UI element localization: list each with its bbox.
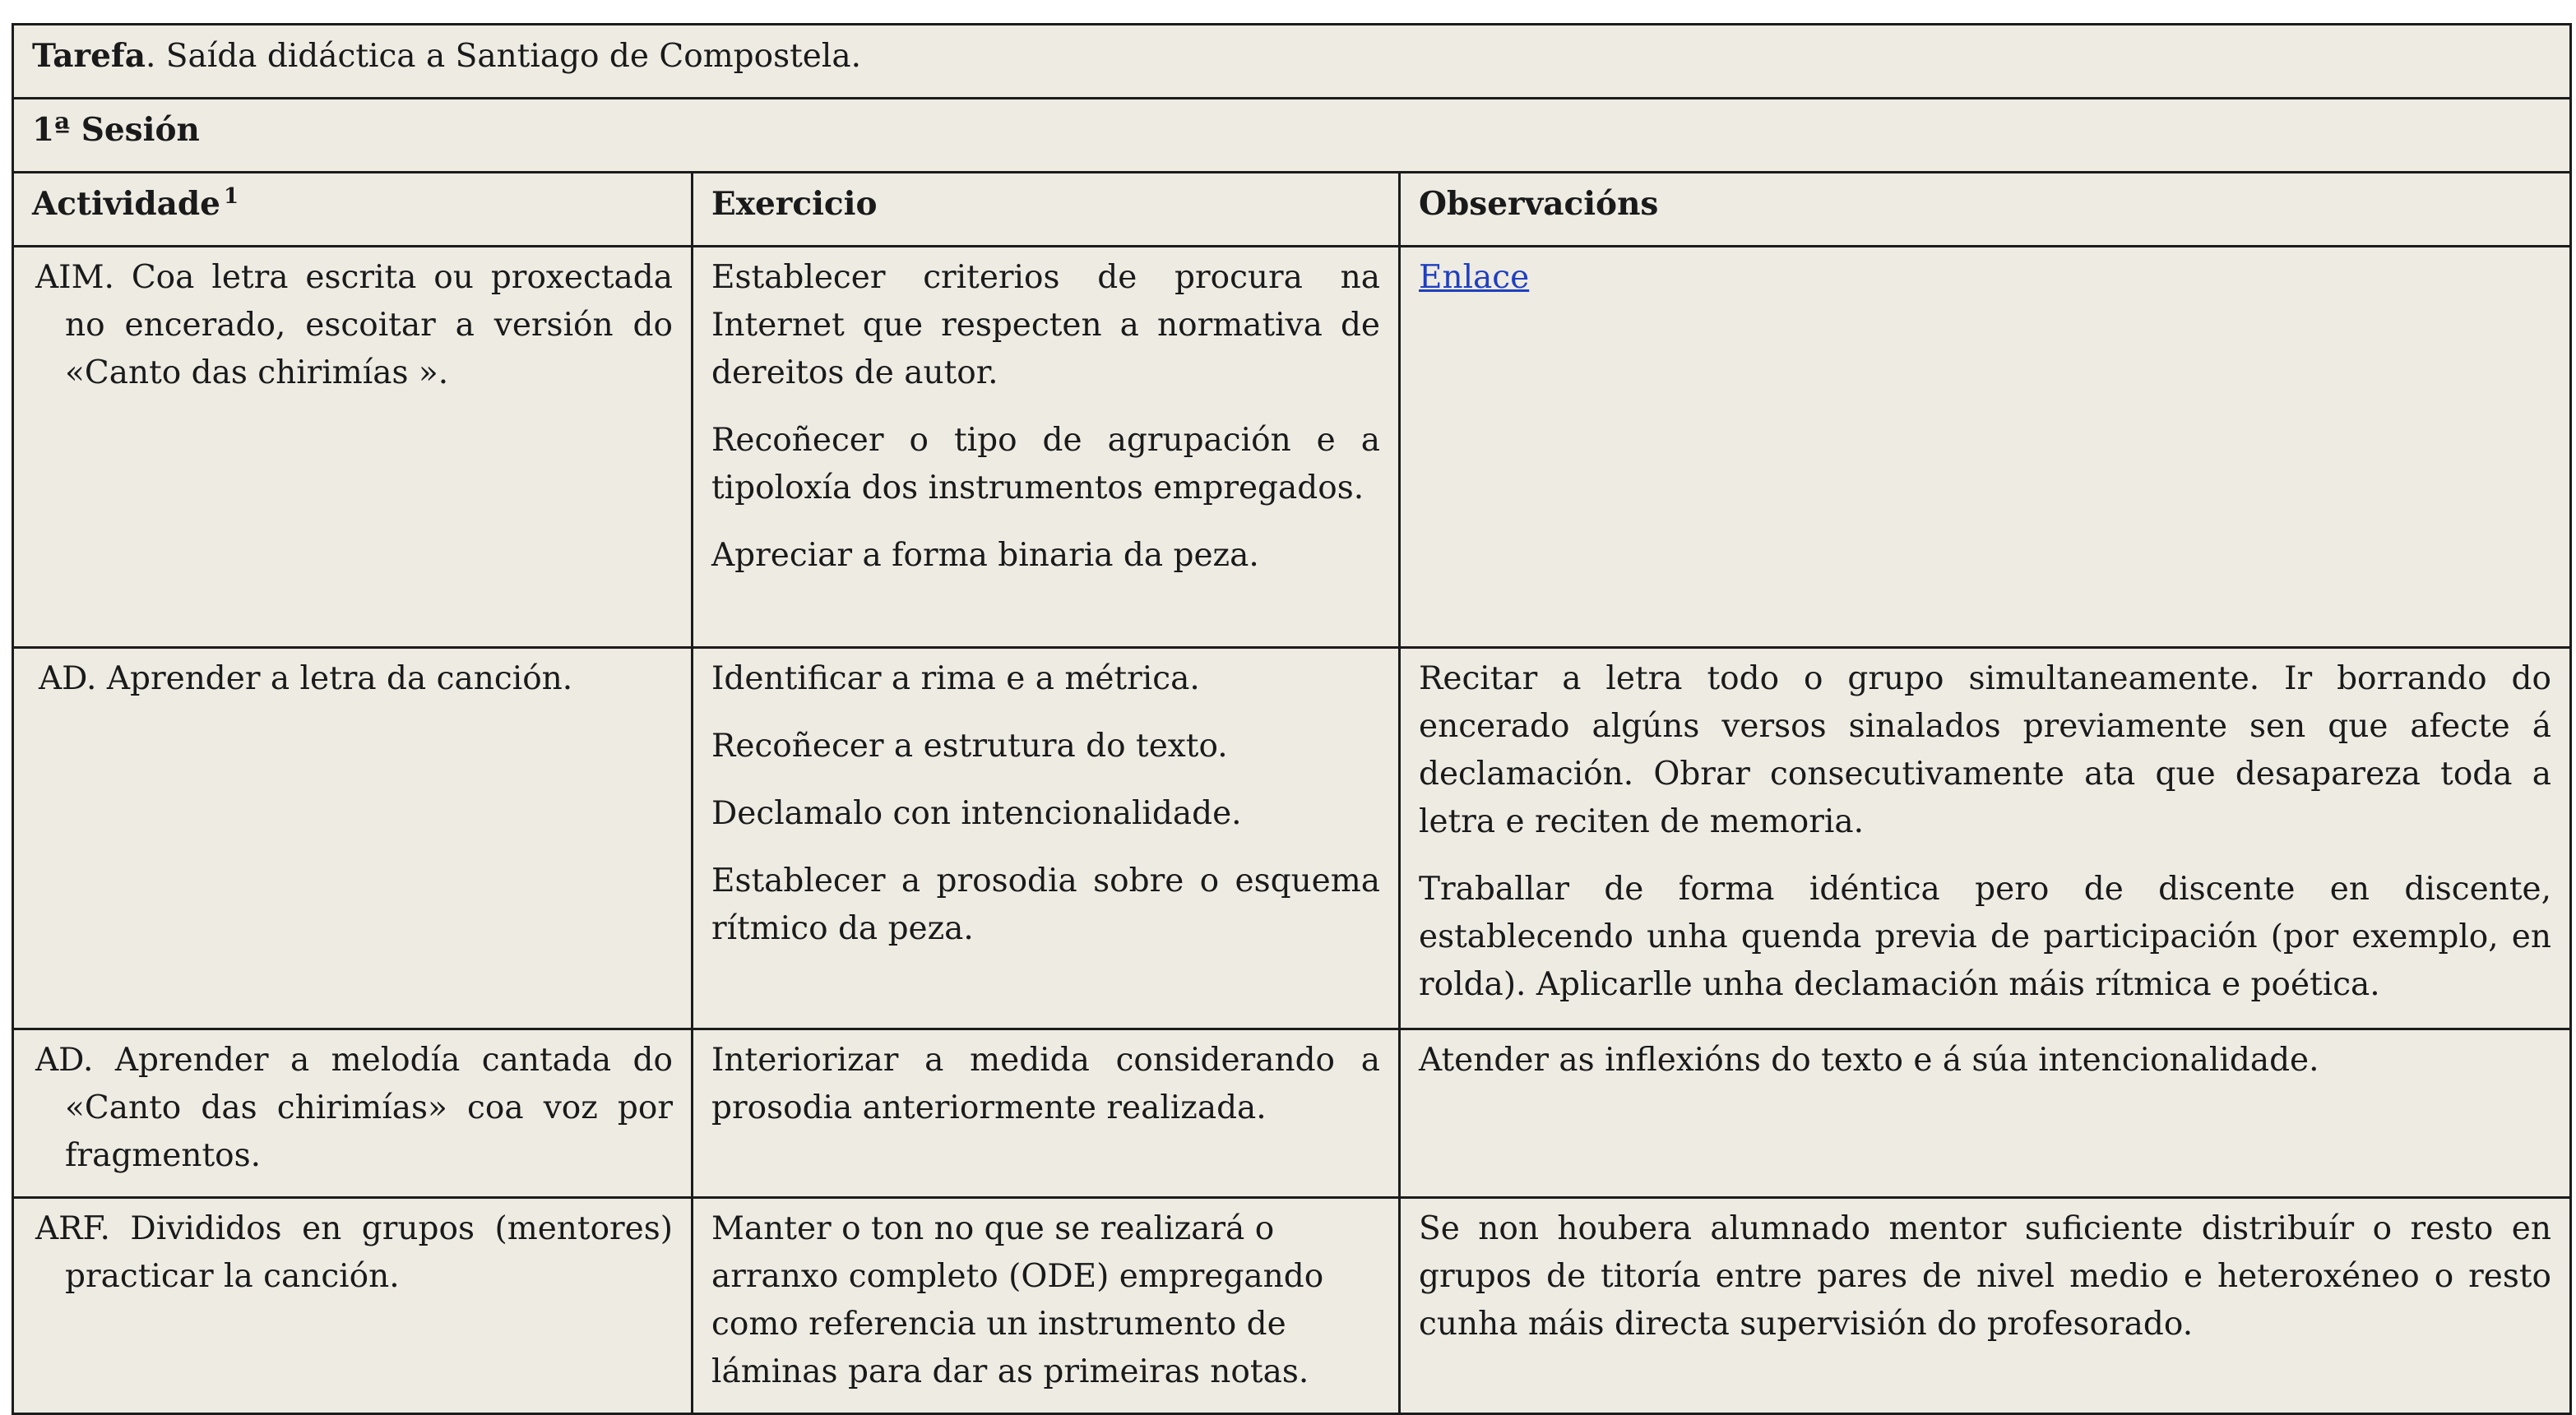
task-cell [13, 25, 2571, 99]
task-label: Tarefa [32, 37, 146, 75]
header-activity-label: Actividade [32, 185, 220, 223]
exercise-item: Recoñecer o tipo de agrupación e a tipoloxía dos instrumentos empregados. [711, 422, 1380, 506]
task-text: . Saída didáctica a Santiago de Compostela. [145, 38, 862, 75]
exercise-item: Identificar a rima e a métrica. [711, 660, 1200, 697]
exercise-cell [693, 648, 1400, 1029]
exercise-cell [693, 247, 1400, 648]
header-exercise [693, 173, 1400, 247]
table-row [13, 1029, 2571, 1198]
activity-text: AIM. Coa letra escrita ou proxectada no encerado, escoitar a versión do «Canto das chirimías ». [35, 259, 673, 391]
exercise-cell [693, 1198, 1400, 1414]
header-activity [13, 173, 693, 247]
observations-cell [1400, 1029, 2571, 1198]
exercise-item: Declamalo con intencionalidade. [711, 795, 1242, 832]
observation-item: Traballar de forma idéntica pero de discente en discente, establecendo unha quenda previa de participación (por exemplo, en rolda). Aplicarlle unha declamación máis rítmica e poética. [1419, 871, 2551, 1003]
observation-item: Se non houbera alumnado mentor suficiente distribuír o resto en grupos de titoría entre pares de nivel medio e heteroxéneo o resto cunha máis directa supervisión do profesorado. [1419, 1210, 2551, 1343]
session-label: 1ª Sesión [32, 111, 200, 149]
exercise-item: Interiorizar a medida considerando a prosodia anteriormente realizada. [711, 1042, 1380, 1126]
activity-cell [13, 1198, 693, 1414]
lesson-plan-table [12, 23, 2572, 1415]
header-observations [1400, 173, 2571, 247]
task-row [13, 25, 2571, 99]
table-row [13, 1198, 2571, 1414]
exercise-cell [693, 1029, 1400, 1198]
exercise-item: Recoñecer a estrutura do texto. [711, 728, 1228, 765]
observation-item: Atender as inflexións do texto e á súa intencionalidade. [1419, 1042, 2319, 1079]
footnote-marker[interactable]: 1 [223, 184, 239, 209]
activity-text: ARF. Divididos en grupos (mentores) practicar la canción. [35, 1210, 673, 1295]
exercise-item: Establecer criterios de procura na Internet que respecten a normativa de dereitos de autor. [711, 259, 1380, 391]
session-row [13, 99, 2571, 173]
column-header-row [13, 173, 2571, 247]
exercise-item: Apreciar a forma binaria da peza. [711, 537, 1259, 574]
exercise-item: Establecer a prosodia sobre o esquema rítmico da peza. [711, 862, 1380, 947]
activity-cell [13, 1029, 693, 1198]
table-row [13, 648, 2571, 1029]
activity-cell [13, 648, 693, 1029]
enlace-link[interactable]: Enlace [1419, 259, 1530, 296]
header-exercise-label: Exercicio [711, 185, 878, 223]
session-cell [13, 99, 2571, 173]
observation-item: Recitar a letra todo o grupo simultaneamente. Ir borrando do encerado algúns versos sinalados previamente sen que afecte á declamación. Obrar consecutivamente ata que desapareza toda a letra e reciten de memoria. [1419, 660, 2551, 840]
activity-cell [13, 247, 693, 648]
table-row [13, 247, 2571, 648]
activity-text: AD. Aprender a melodía cantada do «Canto das chirimías» coa voz por fragmentos. [35, 1042, 673, 1174]
observations-cell [1400, 1198, 2571, 1414]
observations-cell [1400, 648, 2571, 1029]
activity-text: AD. Aprender a letra da canción. [39, 660, 573, 697]
header-observations-label: Observacións [1419, 185, 1659, 223]
observations-cell [1400, 247, 2571, 648]
exercise-item: Manter o ton no que se realizará o arranxo completo (ODE) empregando como referencia un instrumento de láminas para dar as primeiras notas. [711, 1210, 1324, 1390]
